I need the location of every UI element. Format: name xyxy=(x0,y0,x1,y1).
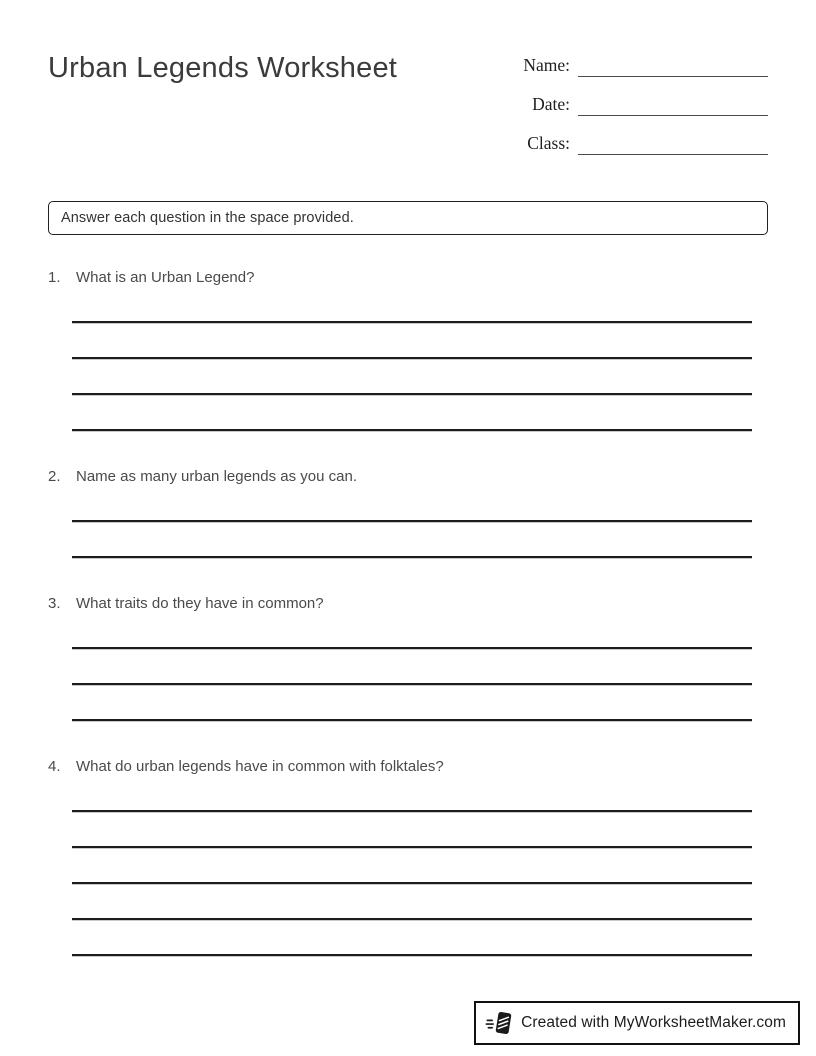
question-4 xyxy=(48,757,768,956)
questions-list xyxy=(48,268,768,956)
class-blank-line xyxy=(578,126,768,155)
footer-credit-link[interactable] xyxy=(474,1001,800,1045)
instructions-text: Answer each question in the space provided. xyxy=(61,210,354,226)
answer-line xyxy=(72,920,752,956)
answer-line xyxy=(72,776,752,812)
name-label: Name: xyxy=(523,55,570,75)
question-text: What is an Urban Legend? xyxy=(76,269,255,286)
question-row xyxy=(48,757,768,776)
date-blank-line xyxy=(578,87,768,116)
question-1 xyxy=(48,268,768,431)
question-number: 4. xyxy=(48,758,61,775)
answer-line xyxy=(72,812,752,848)
answer-line xyxy=(72,287,752,323)
answer-line xyxy=(72,522,752,558)
name-blank-line xyxy=(578,48,768,77)
header xyxy=(48,48,768,165)
class-label: Class: xyxy=(527,133,570,153)
answer-line xyxy=(72,685,752,721)
answer-line xyxy=(72,613,752,649)
flying-worksheet-icon xyxy=(485,1009,513,1037)
date-field-row xyxy=(518,87,768,126)
question-number: 1. xyxy=(48,269,61,286)
page-title: Urban Legends Worksheet xyxy=(48,52,398,84)
answer-line xyxy=(72,359,752,395)
question-2 xyxy=(48,467,768,558)
answer-lines xyxy=(48,486,768,558)
answer-line xyxy=(72,323,752,359)
question-text: What do urban legends have in common with folktales? xyxy=(76,758,444,775)
date-label: Date: xyxy=(532,94,570,114)
student-info-fields xyxy=(518,48,768,165)
answer-lines xyxy=(48,776,768,956)
question-3 xyxy=(48,594,768,721)
answer-line xyxy=(72,649,752,685)
question-row xyxy=(48,594,768,613)
answer-line xyxy=(72,848,752,884)
name-field-row xyxy=(518,48,768,87)
answer-lines xyxy=(48,613,768,721)
answer-line xyxy=(72,884,752,920)
question-number: 2. xyxy=(48,468,61,485)
question-row xyxy=(48,268,768,287)
answer-line xyxy=(72,486,752,522)
footer-credit-text: Created with MyWorksheetMaker.com xyxy=(521,1014,786,1031)
question-text: Name as many urban legends as you can. xyxy=(76,468,357,485)
instructions-box xyxy=(48,201,768,235)
class-field-row xyxy=(518,126,768,165)
answer-line xyxy=(72,395,752,431)
question-text: What traits do they have in common? xyxy=(76,595,324,612)
question-number: 3. xyxy=(48,595,61,612)
question-row xyxy=(48,467,768,486)
answer-lines xyxy=(48,287,768,431)
